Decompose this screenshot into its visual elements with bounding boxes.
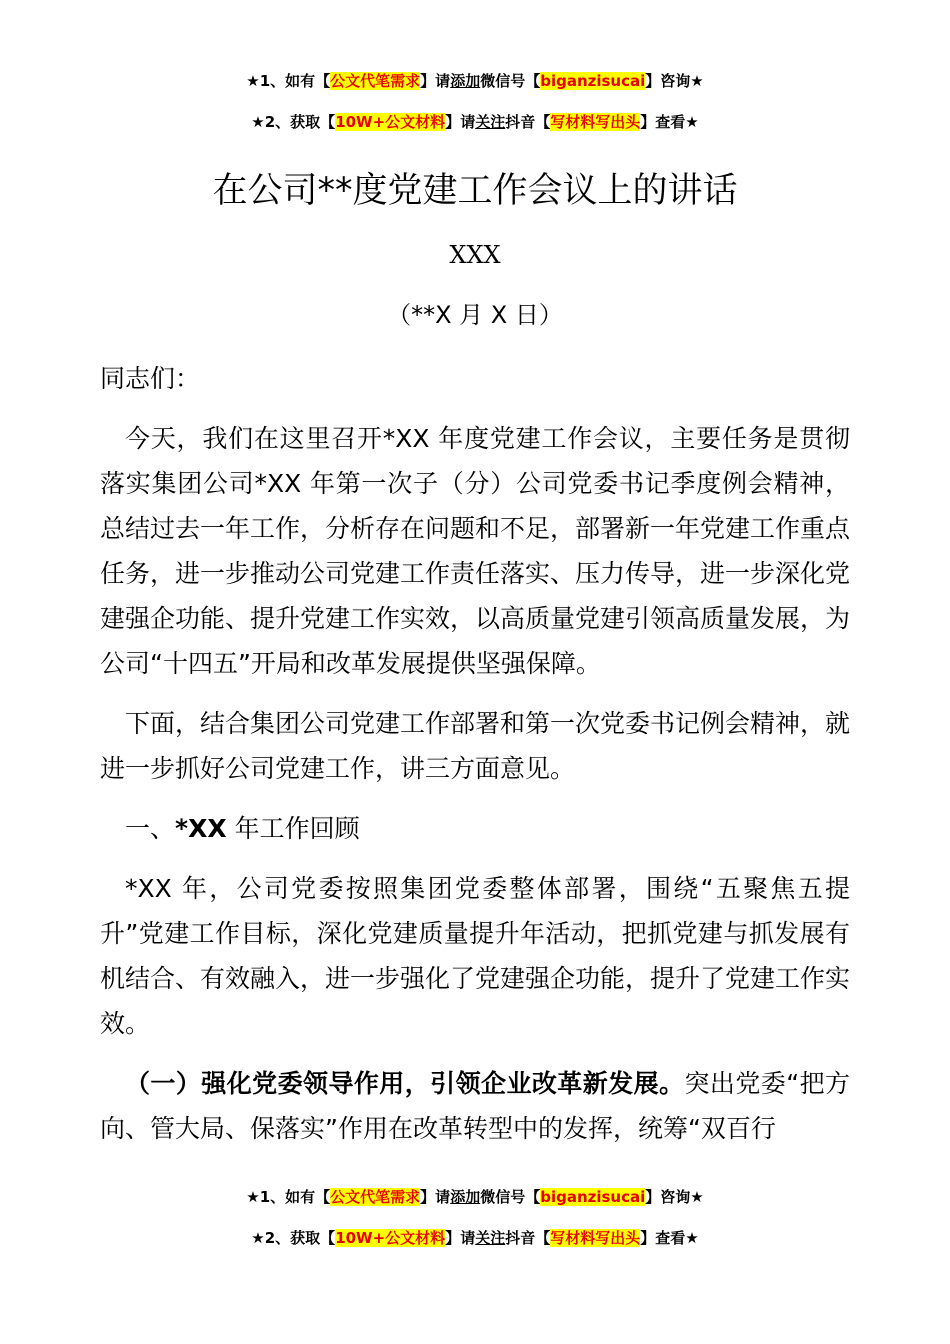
- banner-highlight: biganzisucai: [540, 72, 646, 90]
- paragraph-3: *XX 年，公司党委按照集团党委整体部署，围绕“五聚焦五提升”党建工作目标，深化党建质量提升年活动，把抓党建与抓发展有机结合、有效融入，进一步强化了党建强企功能，提升了党建工作实效。: [100, 874, 851, 1038]
- banner-underlined: 关注: [475, 113, 506, 131]
- salutation: 同志们：: [100, 364, 201, 393]
- section-number: 一、: [125, 814, 176, 843]
- banner-underlined: 关注: [475, 1229, 506, 1247]
- banner-highlight: 写材料写出头: [550, 113, 641, 131]
- banner-text: 】请: [420, 72, 451, 90]
- document-author: XXX: [449, 241, 501, 269]
- section-heading-1: [100, 806, 850, 851]
- document-date: （**X 月 X 日）: [387, 301, 563, 329]
- paragraph-2: 下面，结合集团公司党建工作部署和第一次党委书记例会精神，就进一步抓好公司党建工作，讲三方面意见。: [100, 709, 851, 783]
- banner-text: 】请: [445, 1229, 476, 1247]
- banner-text: ★2、获取【: [251, 113, 336, 131]
- banner-highlight: 10W+公文材料: [335, 1229, 446, 1247]
- subsection-heading: （一）强化党委领导作用，引领企业改革新发展。: [125, 1069, 685, 1098]
- banner-text: 】咨询★: [645, 72, 704, 90]
- promo-banner-bottom-line-1: [0, 1186, 950, 1208]
- section-title: 年工作回顾: [226, 814, 360, 843]
- banner-text: ★1、如有【: [246, 1188, 331, 1206]
- banner-underlined: 添加: [450, 1188, 481, 1206]
- banner-text: 抖音【: [505, 1229, 551, 1247]
- document-title: 在公司**度党建工作会议上的讲话: [212, 171, 738, 211]
- banner-highlight: 10W+公文材料: [335, 113, 446, 131]
- banner-text: 抖音【: [505, 113, 551, 131]
- banner-text: 微信号【: [480, 1188, 541, 1206]
- banner-highlight: biganzisucai: [540, 1188, 646, 1206]
- banner-text: ★1、如有【: [246, 72, 331, 90]
- banner-text: 】查看★: [640, 1229, 699, 1247]
- promo-banner-bottom-line-2: [0, 1227, 950, 1249]
- banner-text: 】查看★: [640, 113, 699, 131]
- document-body: [100, 356, 850, 1166]
- paragraph-4: [100, 1061, 850, 1151]
- section-year: *XX: [175, 814, 227, 843]
- banner-text: 】请: [420, 1188, 451, 1206]
- banner-text: 】咨询★: [645, 1188, 704, 1206]
- paragraph-1: 今天，我们在这里召开*XX 年度党建工作会议，主要任务是贯彻落实集团公司*XX 年第一次子（分）公司党委书记季度例会精神，总结过去一年工作，分析存在问题和不足，部署新一年党建工作重点任务，进一步推动公司党建工作责任落实、压力传导，进一步深化党建强企功能、提升党建工作实效，以高质量党建引领高质量发展，为公司“十四五”开局和改革发展提供坚强保障。: [100, 424, 851, 678]
- promo-banner-top-line-1: [0, 70, 950, 92]
- banner-highlight: 公文代笔需求: [330, 72, 421, 90]
- banner-text: 】请: [445, 113, 476, 131]
- banner-underlined: 添加: [450, 72, 481, 90]
- banner-highlight: 公文代笔需求: [330, 1188, 421, 1206]
- promo-banner-top-line-2: [0, 111, 950, 133]
- banner-text: ★2、获取【: [251, 1229, 336, 1247]
- banner-highlight: 写材料写出头: [550, 1229, 641, 1247]
- paragraph-4-text: 突出党委“把方向、管大局、保落实”作用在改革转型中的发挥，统筹“双百行: [100, 1069, 850, 1143]
- banner-text: 微信号【: [480, 72, 541, 90]
